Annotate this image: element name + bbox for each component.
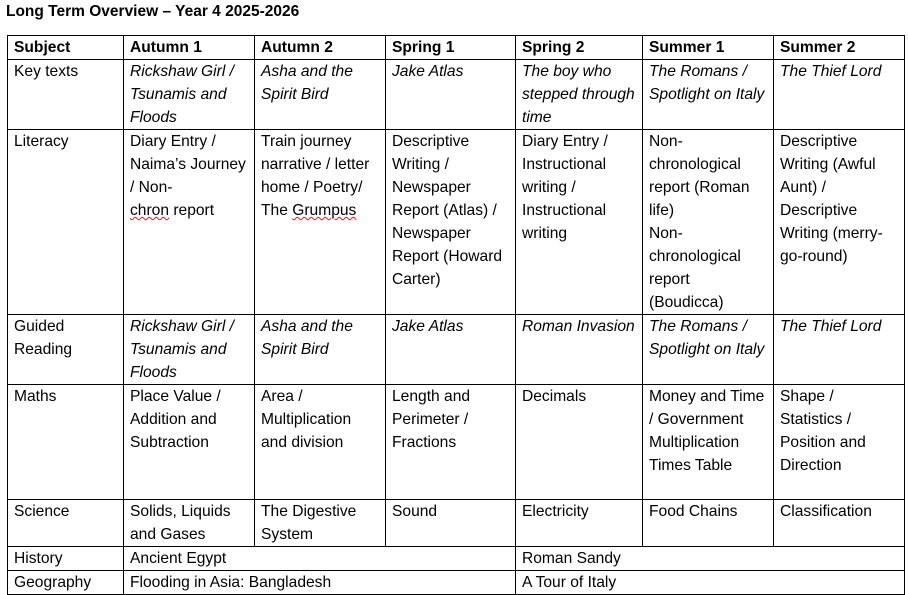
literacy-autumn-1-text: Diary Entry / Naima’s Journey / Non- — [130, 133, 246, 196]
key-texts-spring-1: Jake Atlas — [386, 60, 516, 130]
maths-autumn-1: Place Value / Addition and Subtraction — [124, 385, 255, 500]
subject-key-texts: Key texts — [8, 60, 124, 130]
literacy-summer-2: Descriptive Writing (Awful Aunt) / Descriptive Writing (merry-go-round) — [774, 130, 905, 315]
header-summer-2: Summer 2 — [774, 36, 905, 60]
key-texts-spring-2: The boy who stepped through time — [516, 60, 643, 130]
page-title: Long Term Overview – Year 4 2025-2026 — [6, 3, 300, 20]
subject-maths: Maths — [8, 385, 124, 500]
literacy-row — [8, 130, 905, 315]
science-spring-1: Sound — [386, 500, 516, 547]
literacy-spring-1: Descriptive Writing / Newspaper Report (Atlas) / Newspaper Report (Howard Carter) — [386, 130, 516, 315]
history-row — [8, 547, 905, 571]
geography-spring-2-summer: A Tour of Italy — [516, 571, 905, 595]
guided-reading-autumn-1: Rickshaw Girl / Tsunamis and Floods — [124, 315, 255, 385]
science-autumn-1: Solids, Liquids and Gases — [124, 500, 255, 547]
literacy-autumn-1-text-end: report — [169, 202, 215, 219]
science-summer-2: Classification — [774, 500, 905, 547]
literacy-spring-2: Diary Entry / Instructional writing / Instructional writing — [516, 130, 643, 315]
maths-spring-1: Length and Perimeter / Fractions — [386, 385, 516, 500]
subject-literacy: Literacy — [8, 130, 124, 315]
maths-spring-2: Decimals — [516, 385, 643, 500]
guided-reading-spring-1: Jake Atlas — [386, 315, 516, 385]
history-autumn-spring-1: Ancient Egypt — [124, 547, 516, 571]
guided-reading-autumn-2: Asha and the Spirit Bird — [255, 315, 386, 385]
history-spring-2-summer: Roman Sandy — [516, 547, 905, 571]
subject-history: History — [8, 547, 124, 571]
maths-summer-2: Shape / Statistics / Position and Direction — [774, 385, 905, 500]
literacy-summer-1-item: Non-chronological report (Boudicca) — [649, 225, 741, 311]
maths-autumn-2: Area / Multiplication and division — [255, 385, 386, 500]
science-summer-1: Food Chains — [643, 500, 774, 547]
header-row — [8, 36, 905, 60]
literacy-autumn-2-text: Train journey narrative / letter home / Poetry/ The — [261, 133, 370, 219]
literacy-autumn-2 — [255, 130, 386, 315]
science-spring-2: Electricity — [516, 500, 643, 547]
spellcheck-word: Grumpus — [292, 202, 357, 219]
maths-row — [8, 385, 905, 500]
header-autumn-1: Autumn 1 — [124, 36, 255, 60]
header-subject: Subject — [8, 36, 124, 60]
overview-table — [7, 35, 905, 595]
maths-summer-1: Money and Time / Government Multiplication Times Table — [643, 385, 774, 500]
subject-geography: Geography — [8, 571, 124, 595]
guided-reading-summer-2: The Thief Lord — [774, 315, 905, 385]
geography-autumn-spring-1: Flooding in Asia: Bangladesh — [124, 571, 516, 595]
spellcheck-word: chron — [130, 202, 170, 219]
key-texts-summer-2: The Thief Lord — [774, 60, 905, 130]
key-texts-autumn-2: Asha and the Spirit Bird — [255, 60, 386, 130]
guided-reading-row — [8, 315, 905, 385]
science-autumn-2: The Digestive System — [255, 500, 386, 547]
key-texts-row — [8, 60, 905, 130]
literacy-autumn-1 — [124, 130, 255, 315]
geography-row — [8, 571, 905, 595]
header-summer-1: Summer 1 — [643, 36, 774, 60]
subject-guided-reading: Guided Reading — [8, 315, 124, 385]
header-spring-1: Spring 1 — [386, 36, 516, 60]
science-row — [8, 500, 905, 547]
key-texts-autumn-1: Rickshaw Girl / Tsunamis and Floods — [124, 60, 255, 130]
guided-reading-spring-2: Roman Invasion — [516, 315, 643, 385]
literacy-summer-1 — [643, 130, 774, 315]
key-texts-summer-1: The Romans / Spotlight on Italy — [643, 60, 774, 130]
header-autumn-2: Autumn 2 — [255, 36, 386, 60]
literacy-summer-1-item: Non-chronological report (Roman life) — [649, 133, 750, 219]
subject-science: Science — [8, 500, 124, 547]
guided-reading-summer-1: The Romans / Spotlight on Italy — [643, 315, 774, 385]
header-spring-2: Spring 2 — [516, 36, 643, 60]
